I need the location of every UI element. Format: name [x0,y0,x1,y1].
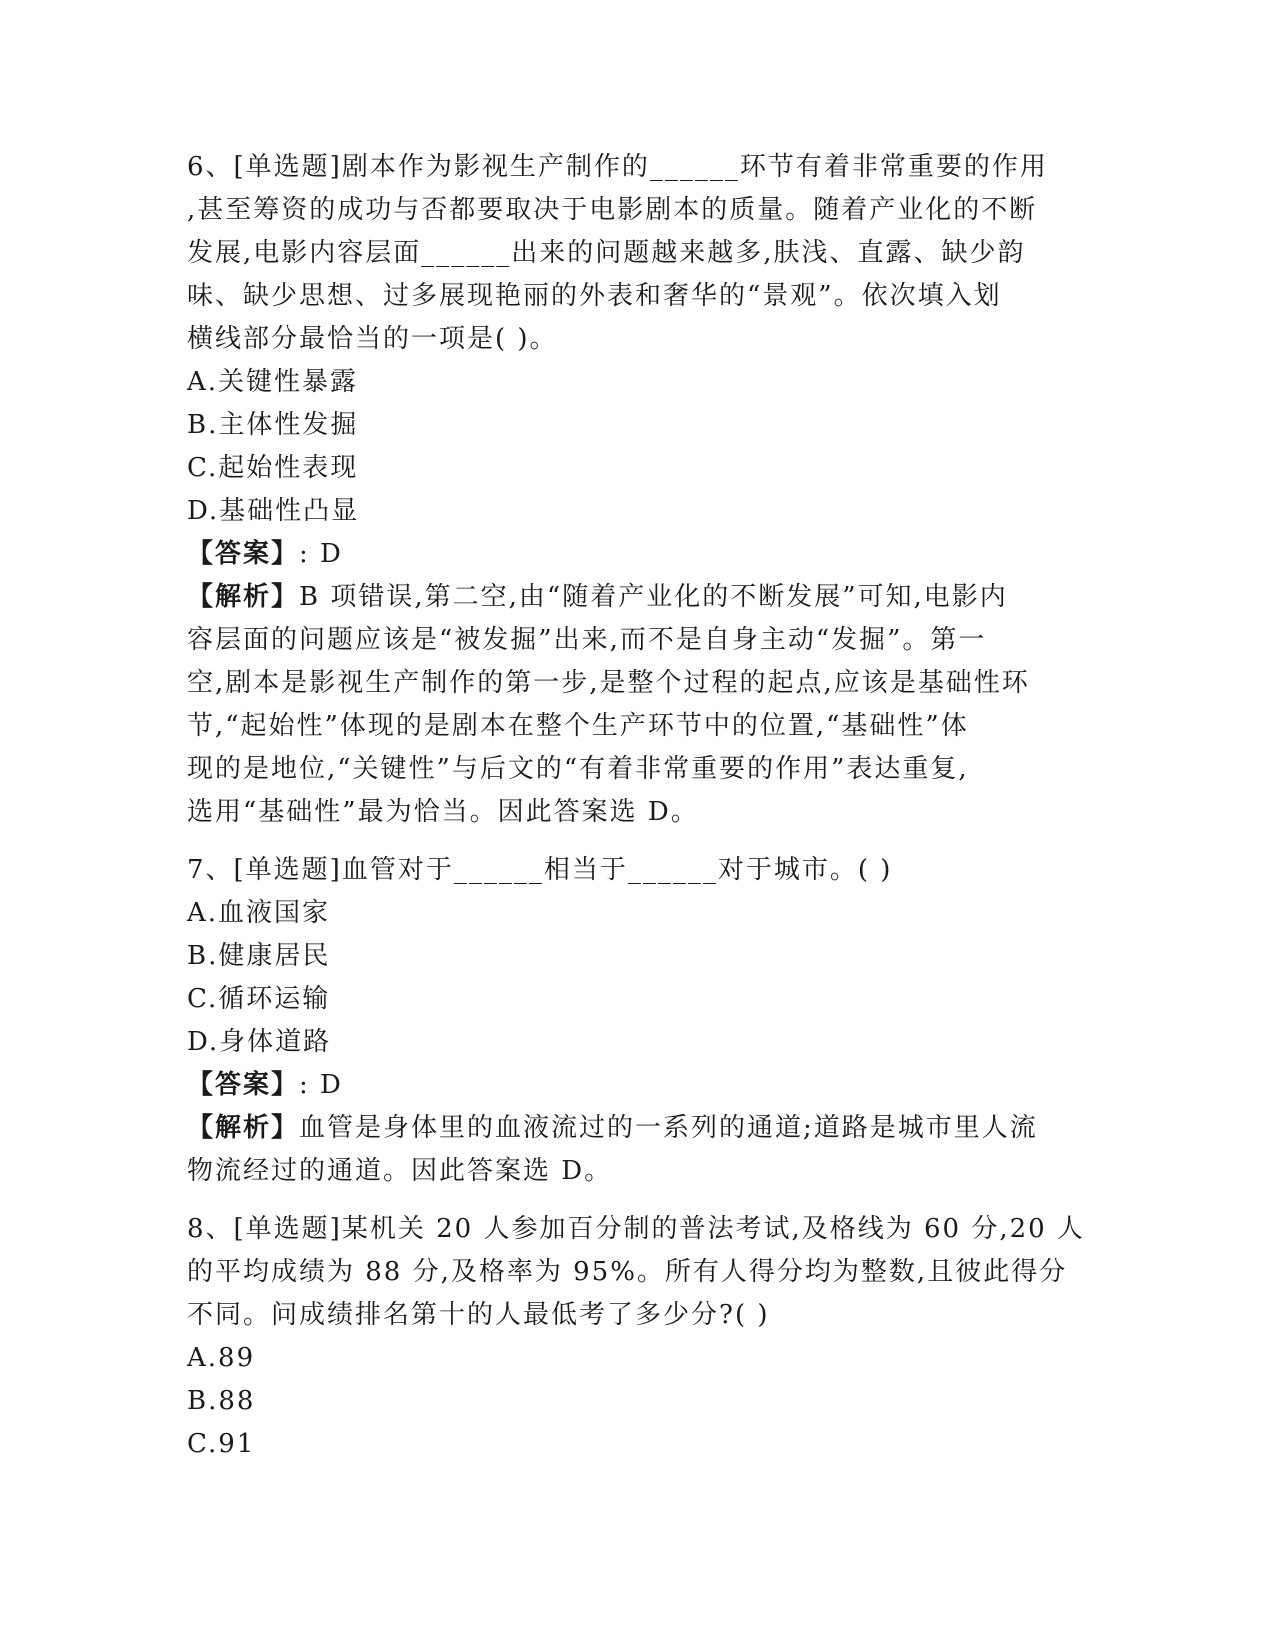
question-6 [187,146,1087,834]
question-stem-line: 横线部分最恰当的一项是( )。 [187,324,558,354]
option-b: B.健康居民 [187,941,331,971]
analysis-line: 容层面的问题应该是“被发掘”出来,而不是自身主动“发掘”。第一 [187,625,987,655]
analysis-line: 物流经过的通道。因此答案选 D。 [187,1156,613,1186]
option-c: C.91 [187,1429,256,1459]
analysis-line [187,1107,1087,1150]
answer-value: : D [299,539,343,569]
question-stem-line: 发展,电影内容层面______出来的问题越来越多,肤浅、直露、缺少韵 [187,238,1026,268]
analysis-text: B 项错误,第二空,由“随着产业化的不断发展”可知,电影内 [299,582,1008,612]
question-stem-line: 6、[单选题]剧本作为影视生产制作的______环节有着非常重要的作用 [187,152,1048,182]
analysis-text: 血管是身体里的血液流过的一系列的通道;道路是城市里人流 [299,1113,1038,1143]
option-b: B.88 [187,1386,256,1416]
option-c: C.起始性表现 [187,453,359,483]
question-stem-line: 7、[单选题]血管对于______相当于______对于城市。( ) [187,855,893,885]
answer-value: : D [299,1070,343,1100]
answer-label: 【答案】 [187,539,300,569]
question-stem-line: 味、缺少思想、过多展现艳丽的外表和奢华的“景观”。依次填入划 [187,281,1002,311]
question-stem-line: ,甚至筹资的成功与否都要取决于电影剧本的质量。随着产业化的不断 [187,195,1038,225]
question-7 [187,849,1087,1193]
answer-line [187,533,1087,576]
option-a: A.89 [187,1343,256,1373]
answer-label: 【答案】 [187,1070,300,1100]
option-d: D.身体道路 [187,1027,332,1057]
question-stem-line: 的平均成绩为 88 分,及格率为 95%。所有人得分均为整数,且彼此得分 [187,1257,1068,1287]
analysis-label: 【解析】 [187,1113,300,1143]
question-8 [187,1208,1087,1466]
option-c: C.循环运输 [187,984,331,1014]
option-a: A.关键性暴露 [187,367,359,397]
analysis-line: 选用“基础性”最为恰当。因此答案选 D。 [187,797,699,827]
question-stem-line: 不同。问成绩排名第十的人最低考了多少分?( ) [187,1300,770,1330]
option-a: A.血液国家 [187,898,331,928]
document-content [187,146,1087,1481]
option-d: D.基础性凸显 [187,496,360,526]
analysis-label: 【解析】 [187,582,300,612]
analysis-line: 节,“起始性”体现的是剧本在整个生产环节中的位置,“基础性”体 [187,711,969,741]
answer-line [187,1064,1087,1107]
analysis-line: 现的是地位,“关键性”与后文的“有着非常重要的作用”表达重复, [187,754,969,784]
analysis-line [187,576,1087,619]
question-stem-line: 8、[单选题]某机关 20 人参加百分制的普法考试,及格线为 60 分,20 人 [187,1214,1085,1244]
option-b: B.主体性发掘 [187,410,359,440]
analysis-line: 空,剧本是影视生产制作的第一步,是整个过程的起点,应该是基础性环 [187,668,1030,698]
